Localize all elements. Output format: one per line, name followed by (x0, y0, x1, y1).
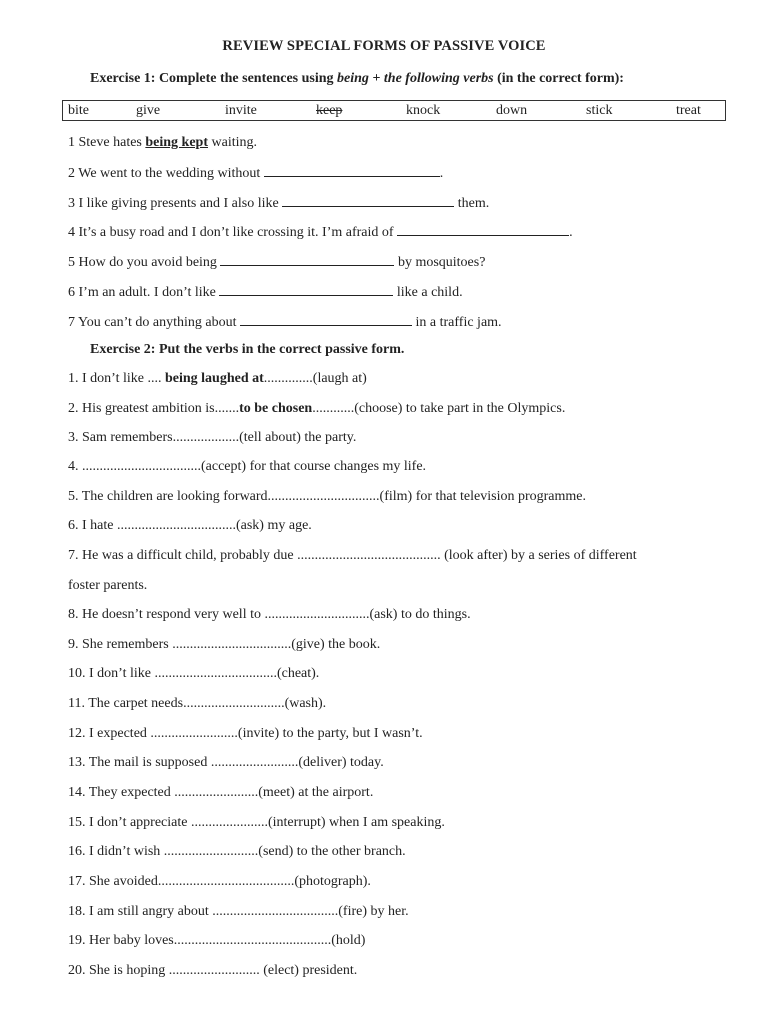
exercise1-item-1 (68, 134, 257, 152)
exercise2-item-6: 6. I hate ..................................(ask) my age. (68, 518, 312, 533)
item-text: 1. I don’t like .... (68, 371, 165, 386)
item-text: 6 I’m an adult. I don’t like (68, 285, 220, 300)
answer-blank[interactable] (220, 252, 394, 266)
word-bank-item: bite (68, 103, 89, 118)
answer-text: to be chosen (239, 401, 313, 416)
item-text: 2. His greatest ambition is....... (68, 401, 240, 416)
exercise1-heading (90, 71, 624, 87)
exercise2-item-7: 7. He was a difficult child, probably due ......................................... (look after) by a series of different (68, 548, 637, 563)
exercise2-item-17: 17. She avoided.......................................(photograph). (68, 874, 371, 889)
item-text: . (439, 166, 444, 181)
item-text: in a traffic jam. (412, 315, 502, 330)
item-text: 5 How do you avoid being (68, 255, 221, 270)
item-text: 2 We went to the wedding without (68, 166, 264, 181)
exercise1-heading-prefix: Exercise 1: Complete the sentences using (90, 71, 338, 86)
answer-blank[interactable] (397, 222, 569, 236)
exercise2-item-10: 10. I don’t like ...................................(cheat). (68, 666, 320, 681)
exercise1-item-4 (68, 222, 573, 242)
item-text: ..............(laugh at) (263, 371, 367, 386)
exercise2-item-3: 3. Sam remembers...................(tell about) the party. (68, 430, 357, 445)
exercise1-heading-italic-verbs: the following verbs (383, 71, 494, 86)
word-bank-item: invite (225, 103, 257, 118)
exercise2-item-18: 18. I am still angry about ....................................(fire) by her. (68, 904, 409, 919)
answer-blank[interactable] (264, 163, 440, 177)
word-bank-item-struck: keep (316, 103, 343, 118)
exercise1-item-7 (68, 312, 502, 332)
exercise2-item-8: 8. He doesn’t respond very well to ..............................(ask) to do things. (68, 607, 471, 622)
exercise2-item-7-continued: foster parents. (68, 578, 148, 593)
item-text: by mosquitoes? (394, 255, 486, 270)
exercise1-item-5 (68, 252, 485, 272)
item-text: 3 I like giving presents and I also like (68, 196, 283, 211)
exercise1-item-2 (68, 163, 443, 183)
page-title: REVIEW SPECIAL FORMS OF PASSIVE VOICE (222, 38, 546, 54)
exercise1-item-3 (68, 193, 489, 213)
word-bank-item: give (136, 103, 161, 118)
exercise2-item-15: 15. I don’t appreciate ......................(interrupt) when I am speaking. (68, 815, 445, 830)
exercise2-item-16: 16. I didn’t wish ...........................(send) to the other branch. (68, 844, 406, 859)
exercise2-item-2 (68, 400, 565, 418)
word-bank-item: knock (406, 103, 441, 118)
exercise2-item-5: 5. The children are looking forward................................(film) for that television programme. (68, 489, 586, 504)
item-text: waiting. (208, 135, 257, 150)
exercise2-item-1 (68, 370, 367, 388)
exercise2-item-14: 14. They expected ........................(meet) at the airport. (68, 785, 374, 800)
answer-text: being kept (145, 135, 208, 150)
item-text: . (569, 225, 573, 240)
item-text: 4 It’s a busy road and I don’t like crossing it. I’m afraid of (68, 225, 398, 240)
word-bank-item: stick (586, 103, 613, 118)
exercise2-item-9: 9. She remembers ..................................(give) the book. (68, 637, 381, 652)
answer-blank[interactable] (282, 193, 454, 207)
answer-blank[interactable] (240, 312, 412, 326)
word-bank-item: treat (676, 103, 701, 118)
exercise2-item-11: 11. The carpet needs.............................(wash). (68, 696, 327, 711)
item-text: 7 You can’t do anything about (68, 315, 241, 330)
exercise2-item-4: 4. ..................................(accept) for that course changes my life. (68, 459, 427, 474)
exercise1-heading-plus: + (368, 71, 384, 86)
exercise2-heading: Exercise 2: Put the verbs in the correct passive form. (90, 342, 405, 357)
exercise2-item-12: 12. I expected .........................(invite) to the party, but I wasn’t. (68, 726, 423, 741)
exercise2-item-20: 20. She is hoping .......................... (elect) president. (68, 963, 358, 978)
item-text: them. (454, 196, 490, 211)
word-bank (62, 100, 726, 121)
item-text: like a child. (393, 285, 463, 300)
exercise2-item-19: 19. Her baby loves.............................................(hold) (68, 933, 366, 948)
exercise1-item-6 (68, 282, 463, 302)
answer-text: being laughed at (164, 371, 264, 386)
item-text: 1 Steve hates (68, 135, 146, 150)
answer-blank[interactable] (219, 282, 393, 296)
item-text: ............(choose) to take part in the Olympics. (312, 401, 566, 416)
word-bank-item: down (496, 103, 528, 118)
exercise2-item-13: 13. The mail is supposed .........................(deliver) today. (68, 755, 384, 770)
exercise1-heading-italic-being: being (337, 71, 369, 86)
exercise1-heading-suffix: (in the correct form): (493, 71, 624, 86)
